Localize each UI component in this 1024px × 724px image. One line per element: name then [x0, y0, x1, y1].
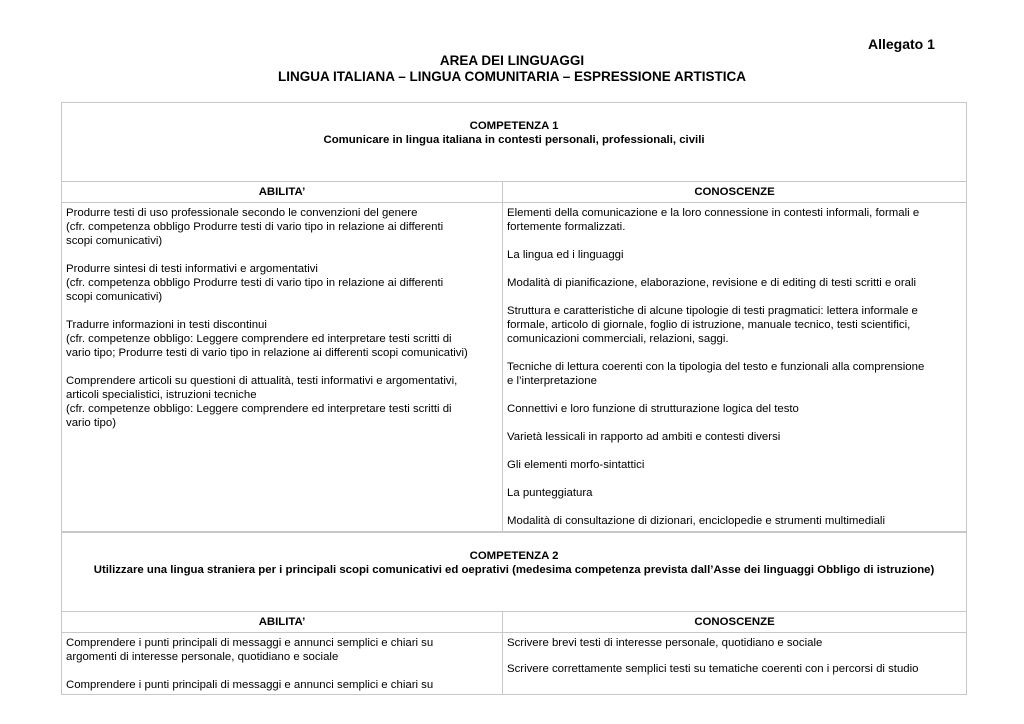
document-title: AREA DEI LINGUAGGI: [439, 53, 585, 68]
list-item: Struttura e caratteristiche di alcune tipologie di testi pragmatici: lettera informale e formale, articolo di giornale, foglio di istruzione, manuale tecnico, testi scientifici, comunicazioni commerciali, relazioni, saggi.: [507, 305, 918, 345]
list-item: Modalità di consultazione di dizionari, enciclopedie e strumenti multimediali: [507, 515, 885, 527]
competenza-1-description: Comunicare in lingua italiana in contesti personali, professionali, civili: [323, 134, 705, 146]
list-item: La punteggiatura: [507, 487, 593, 499]
competenza-1-table: [61, 102, 967, 533]
list-item: Gli elementi morfo-sintattici: [507, 459, 645, 471]
document-subtitle: LINGUA ITALIANA – LINGUA COMUNITARIA – ESPRESSIONE ARTISTICA: [277, 69, 746, 84]
list-item: Comprendere articoli su questioni di attualità, testi informativi e argomentativi, articoli specialistici, istruzioni tecniche (cfr. competenze obbligo: Leggere comprendere ed interpretare testi scritti di vario tipo): [66, 375, 458, 429]
list-item: Produrre sintesi di testi informativi e argomentativi (cfr. competenza obbligo Produrre testi di vario tipo in relazione ai differenti scopi comunicativi): [66, 263, 444, 303]
list-item: Produrre testi di uso professionale secondo le convenzioni del genere (cfr. competenza obbligo Produrre testi di vario tipo in relazione ai differenti scopi comunicativi): [66, 207, 444, 247]
list-item: Tradurre informazioni in testi discontinui (cfr. competenze obbligo: Leggere comprendere ed interpretare testi scritti di vario tipo; Produrre testi di vario tipo in relazione ai differenti scopi comunicativi): [66, 319, 468, 359]
attachment-label: Allegato 1: [868, 36, 935, 52]
list-item: Scrivere correttamente semplici testi su tematiche coerenti con i percorsi di studio: [507, 663, 919, 675]
competenza-2-heading: COMPETENZA 2: [469, 550, 559, 562]
list-item: Elementi della comunicazione e la loro connessione in contesti informali, formali e fortemente formalizzati.: [507, 207, 920, 233]
list-item: Modalità di pianificazione, elaborazione, revisione e di editing di testi scritti e orali: [507, 277, 917, 289]
competenza-1-heading: COMPETENZA 1: [469, 120, 559, 132]
competenza-2-description: Utilizzare una lingua straniera per i principali scopi comunicativi ed oeprativi (medesima competenza prevista dall’Asse dei linguaggi Obbligo di istruzione): [93, 564, 935, 576]
competenza-2-table: [61, 531, 967, 695]
abilita-cell: [62, 203, 503, 533]
list-item: Connettivi e loro funzione di strutturazione logica del testo: [507, 403, 799, 415]
abilita-header: ABILITA’: [62, 612, 503, 633]
list-item: Scrivere brevi testi di interesse personale, quotidiano e sociale: [507, 637, 823, 649]
list-item: Tecniche di lettura coerenti con la tipologia del testo e funzionali alla comprensione e l’interpretazione: [507, 361, 925, 387]
list-item: Comprendere i punti principali di messaggi e annunci semplici e chiari su: [66, 679, 434, 691]
list-item: Varietà lessicali in rapporto ad ambiti e contesti diversi: [507, 431, 781, 443]
conoscenze-header: CONOSCENZE: [503, 182, 967, 203]
competenza-1-header: [62, 103, 967, 182]
list-item: La lingua ed i linguaggi: [507, 249, 624, 261]
conoscenze-cell: [503, 203, 967, 533]
conoscenze-header: CONOSCENZE: [503, 612, 967, 633]
abilita-cell: [62, 633, 503, 695]
abilita-header: ABILITA’: [62, 182, 503, 203]
conoscenze-cell: [503, 633, 967, 695]
competenza-2-header: [62, 532, 967, 612]
list-item: Comprendere i punti principali di messaggi e annunci semplici e chiari su argomenti di interesse personale, quotidiano e sociale: [66, 637, 434, 663]
